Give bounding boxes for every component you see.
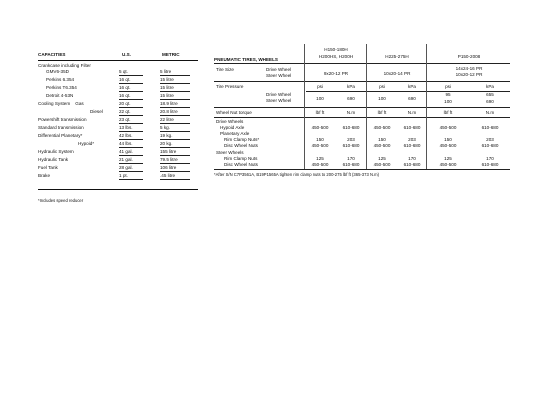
torque-value: 450-500 — [373, 125, 391, 130]
torque-value: 203 — [408, 137, 416, 142]
unit-nm: N.m — [407, 110, 417, 115]
row-label: Powershift transmission — [38, 117, 87, 122]
pressure-value: 100 — [444, 99, 452, 104]
unit-nm: N.m — [485, 110, 495, 115]
torque-value: 610-680 — [481, 143, 499, 148]
table-row — [38, 158, 198, 165]
table-row — [38, 142, 198, 149]
row-label: Detroit 4-53N — [46, 93, 74, 98]
us-value: 28 gal. — [119, 166, 143, 172]
row-label: Hydraulic Tank — [38, 157, 69, 162]
row-label: Diesel — [90, 109, 103, 114]
torque-value: 450-500 — [439, 162, 457, 167]
table-row — [38, 134, 198, 141]
row-label: Differential Planetary* — [38, 133, 83, 138]
row-label: Perkins 6.354 — [46, 77, 75, 82]
steer-rim-clamp-label: Rim Clamp Nuts — [224, 156, 258, 161]
header-rule — [214, 63, 510, 64]
table-row — [38, 102, 198, 109]
row-label: Fuel Tank — [38, 165, 58, 170]
table-row — [38, 78, 198, 85]
row-label: Hydraulic System — [38, 149, 74, 154]
pneumatic-footnote: *After S/N C7P3561A, B19P1565A tighten rim clamp nuts to 200-275 lbf ft (365-373 N.m) — [214, 172, 380, 177]
pressure-value: 690 — [486, 99, 494, 104]
torque-value: 610-680 — [342, 143, 360, 148]
tire-size-value-3a: 14x24-16 PR — [455, 66, 483, 71]
torque-value: 610-680 — [342, 125, 360, 130]
unit-kpa: kPa — [486, 84, 494, 89]
unit-lbf: lbf ft — [377, 110, 387, 115]
torque-value: 170 — [408, 156, 416, 161]
us-value: 16 qt. — [119, 94, 143, 100]
torque-value: 450-500 — [439, 143, 457, 148]
row-label: Perkins T6.354 — [46, 85, 77, 90]
column-divider — [366, 44, 367, 169]
us-value: 42 lbs. — [119, 134, 143, 140]
pressure-value: 690 — [408, 96, 416, 101]
row-label: Crankcase including Filter — [38, 63, 91, 68]
model-header-1b: H200HS, H200H — [318, 54, 354, 59]
torque-value: 203 — [347, 137, 355, 142]
metric-value: 18.9 litre — [160, 102, 190, 108]
torque-value: 150 — [444, 137, 452, 142]
tire-pressure-steer: Steer Wheel — [266, 98, 292, 103]
us-value: 16 qt. — [119, 86, 143, 92]
unit-psi: psi — [317, 84, 323, 89]
us-value: 22 qt. — [119, 110, 143, 116]
table-row — [38, 70, 198, 77]
pressure-value: 95 — [445, 92, 451, 97]
pneumatic-title: PNEUMATIC TIRES, WHEELS — [214, 57, 278, 62]
table-row — [38, 118, 198, 125]
rim-clamp-nuts-label: Rim Clamp Nuts* — [224, 137, 260, 142]
torque-value: 610-680 — [481, 162, 499, 167]
tire-size-value-3b: 10x20-12 PR — [455, 72, 483, 77]
torque-value: 610-680 — [403, 125, 421, 130]
metric-value: 15 litre — [160, 86, 190, 92]
metric-value: 106 litre — [160, 166, 190, 172]
torque-value: 170 — [486, 156, 494, 161]
pressure-value: 100 — [316, 96, 324, 101]
us-value: 16 qt. — [119, 78, 143, 84]
row-label: Standard transmission — [38, 125, 84, 130]
model-header-2: H225-275H — [385, 54, 409, 59]
torque-value: 450-500 — [311, 125, 329, 130]
torque-value: 125 — [378, 156, 386, 161]
metric-column-header: METRIC — [162, 52, 180, 57]
drive-wheels-label: Drive Wheels — [216, 119, 244, 124]
capacities-title: CAPACITIES — [38, 52, 66, 57]
torque-value: 610-680 — [403, 143, 421, 148]
hypoid-axle-label: Hypoid Axle — [220, 125, 245, 130]
row-label: Hypoid* — [78, 141, 95, 146]
torque-value: 170 — [347, 156, 355, 161]
capacities-header — [38, 52, 198, 61]
table-row — [38, 110, 198, 117]
metric-value: 20 kg. — [160, 142, 190, 148]
metric-value: 79.5 litre — [160, 158, 190, 164]
us-value: 1 pt. — [119, 174, 143, 180]
torque-value: 150 — [378, 137, 386, 142]
us-column-header: U.S. — [122, 52, 131, 57]
torque-value: 450-500 — [439, 125, 457, 130]
torque-value: 610-680 — [403, 162, 421, 167]
unit-kpa: kPa — [347, 84, 355, 89]
metric-value: 15 litre — [160, 78, 190, 84]
torque-value: 450-500 — [373, 143, 391, 148]
unit-kpa: kPa — [408, 84, 416, 89]
unit-psi: psi — [379, 84, 385, 89]
metric-value: 19 kg. — [160, 134, 190, 140]
metric-value: 5 litre — [160, 70, 190, 76]
metric-value: 5 kg. — [160, 126, 190, 132]
us-value: 20 qt. — [119, 102, 143, 108]
row-label: Brake — [38, 173, 51, 178]
us-value: 13 lbs. — [119, 126, 143, 132]
unit-lbf: lbf ft — [315, 110, 325, 115]
table-row — [38, 166, 198, 173]
table-row — [38, 126, 198, 133]
column-divider — [426, 44, 427, 169]
pressure-value: 100 — [378, 96, 386, 101]
unit-nm: N.m — [346, 110, 356, 115]
row-label: Cooling System Gas — [38, 101, 84, 106]
steer-disc-nuts-label: Disc Wheel Nuts — [224, 162, 258, 167]
tire-pressure-label: Tire Pressure — [216, 84, 244, 89]
row-rule — [214, 107, 510, 108]
metric-value: .45 litre — [160, 174, 190, 180]
pressure-value: 690 — [347, 96, 355, 101]
row-rule — [214, 117, 510, 118]
planetary-axle-label: Planetary Axle — [220, 131, 250, 136]
table-bottom-rule — [214, 169, 510, 170]
torque-value: 450-500 — [311, 162, 329, 167]
metric-value: 20.8 litre — [160, 110, 190, 116]
tire-size-steer: Steer Wheel — [266, 73, 292, 78]
torque-value: 450-500 — [311, 143, 329, 148]
torque-value: 610-680 — [481, 125, 499, 130]
torque-value: 125 — [316, 156, 324, 161]
pressure-value: 655 — [486, 92, 494, 97]
torque-value: 150 — [316, 137, 324, 142]
table-row — [38, 150, 198, 157]
us-value: 21 gal. — [119, 158, 143, 164]
tire-pressure-drive: Drive Wheel — [266, 92, 292, 97]
column-divider — [304, 44, 305, 169]
model-header-1a: H150-180H — [324, 47, 348, 52]
nut-torque-label: Wheel Nut torque — [216, 110, 252, 115]
unit-lbf: lbf ft — [443, 110, 453, 115]
table-row — [38, 174, 198, 181]
table-row — [38, 86, 198, 93]
table-row — [38, 94, 198, 101]
us-value: 5 qt. — [119, 70, 143, 76]
unit-psi: psi — [445, 84, 451, 89]
tire-size-drive: Drive Wheel — [266, 67, 292, 72]
torque-value: 450-500 — [373, 162, 391, 167]
disc-wheel-nuts-label: Disc Wheel Nuts — [224, 143, 258, 148]
torque-value: 610-680 — [342, 162, 360, 167]
metric-value: 15 litre — [160, 94, 190, 100]
model-header-3: P150-2008 — [457, 54, 481, 59]
torque-value: 125 — [444, 156, 452, 161]
tire-size-label: Tire Size — [216, 67, 234, 72]
us-value: 44 lbs. — [119, 142, 143, 148]
row-rule — [214, 81, 510, 82]
table-bottom-rule — [38, 189, 198, 190]
torque-value: 203 — [486, 137, 494, 142]
us-value: 23 qt. — [119, 118, 143, 124]
capacities-footnote: *Includes speed reducer — [38, 198, 84, 203]
metric-value: 22 litre — [160, 118, 190, 124]
steer-wheels-label: Steer Wheels — [216, 150, 244, 155]
unit-rule — [306, 91, 510, 92]
metric-value: 155 litre — [160, 150, 190, 156]
tire-size-value-2: 10x20-14 PR — [383, 71, 411, 76]
row-label: GMV6-35D — [46, 69, 69, 74]
us-value: 41 gal. — [119, 150, 143, 156]
tire-size-value-1: 9x20-12 PR — [323, 71, 349, 76]
